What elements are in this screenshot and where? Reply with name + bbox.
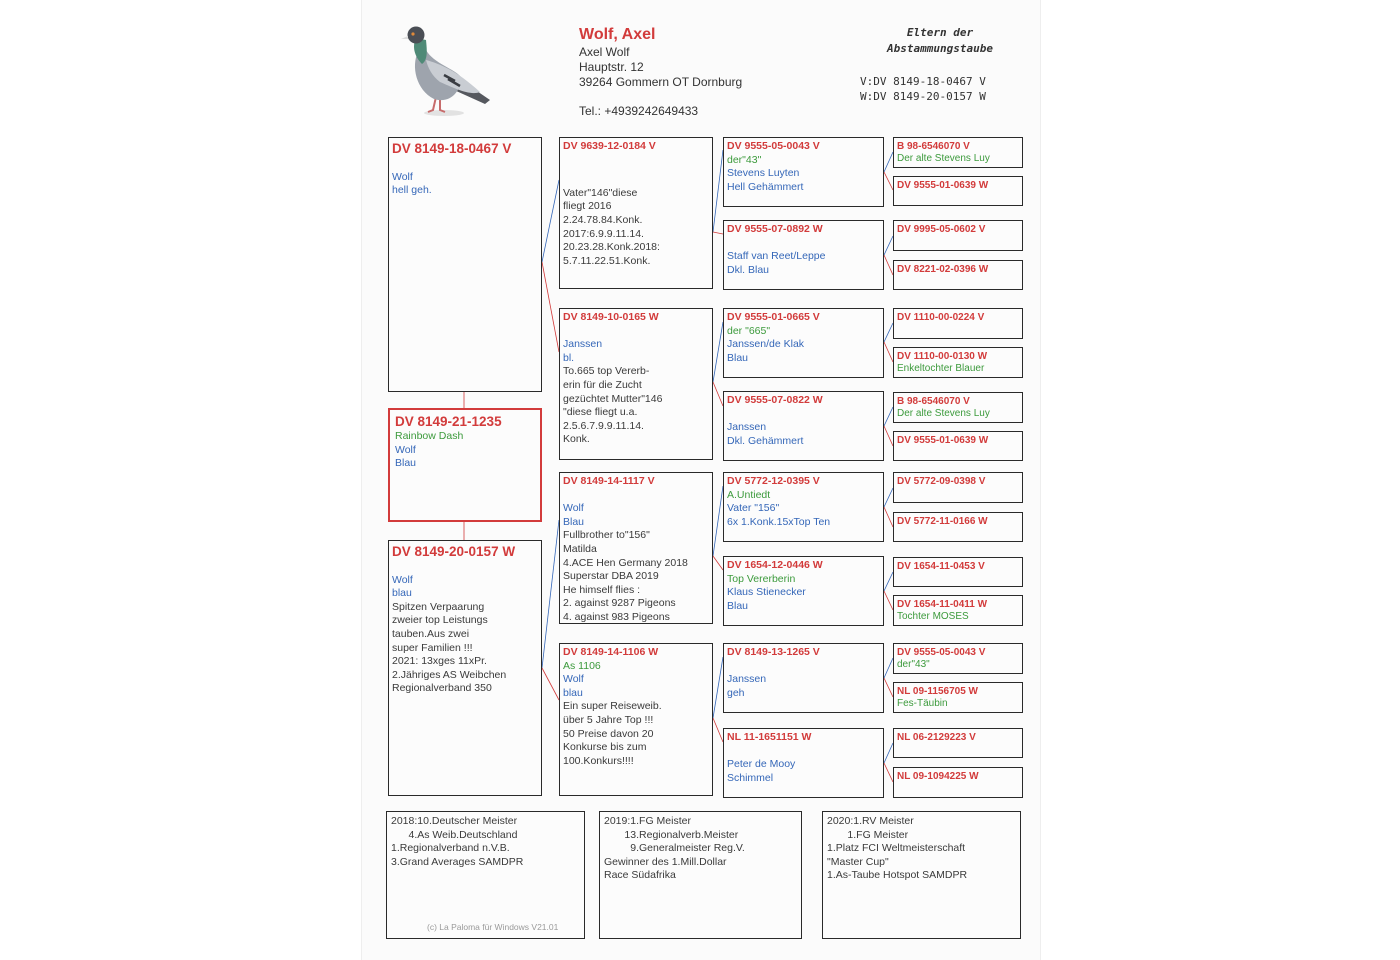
owner-phone: Tel.: +4939242649433 — [579, 104, 699, 118]
pigeon-name: A.Untiedt — [727, 488, 771, 501]
plumage-color: hell geh. — [392, 184, 432, 197]
ancestor-card — [893, 643, 1023, 674]
ancestor-card — [893, 595, 1023, 626]
ring-number: DV 8149-21-1235 — [395, 414, 502, 429]
breeder-name: Janssen — [563, 338, 603, 351]
ring-number: DV 9555-07-0892 W — [727, 223, 823, 235]
ring-number: DV 5772-11-0166 W — [897, 516, 988, 527]
parents-mother-ring: W:DV 8149-20-0157 W — [860, 90, 986, 103]
great-grandparent-card — [723, 308, 884, 378]
parents-father-ring: V:DV 8149-18-0467 V — [860, 75, 986, 88]
subject-pigeon-card — [388, 408, 542, 522]
performance-notes: To.665 top Vererb- erin für die Zucht gezüchtet Mutter"146 "diese fliegt u.a. 2.5.6.7.9.9.11.14. Konk. — [563, 365, 663, 446]
ancestor-card — [893, 220, 1023, 251]
ancestor-card — [893, 767, 1023, 798]
ring-number: DV 5772-12-0395 V — [727, 475, 820, 487]
breeder-name: Wolf — [563, 673, 584, 686]
ancestor-card — [893, 472, 1023, 503]
breeder-name: Janssen — [727, 421, 767, 434]
pigeon-name: Enkeltochter Blauer — [897, 363, 985, 374]
ring-number: DV 5772-09-0398 V — [897, 476, 986, 487]
breeder-name: Klaus Stienecker — [727, 586, 806, 599]
plumage-color: 6x 1.Konk.15xTop Ten — [727, 515, 831, 528]
ancestor-card — [893, 137, 1023, 168]
pigeon-name: der"43" — [897, 659, 930, 670]
pigeon-name: As 1106 — [563, 659, 601, 672]
pigeon-name: Tochter MOSES — [897, 611, 969, 622]
ring-number: NL 06-2129223 V — [897, 732, 976, 743]
achievements-2019: 2019:1.FG Meister 13.Regionalverb.Meister 9.Generalmeister Reg.V. Gewinner des 1.Mill.Dollar Race Südafrika — [599, 811, 802, 939]
ancestor-card — [893, 308, 1023, 339]
plumage-color: Blau — [563, 515, 585, 528]
plumage-color: Blau — [727, 351, 749, 364]
ring-number: DV 8149-13-1265 V — [727, 646, 820, 658]
pigeon-name: Top Vererberin — [727, 572, 796, 585]
pigeon-name: Fes-Täubin — [897, 698, 948, 709]
pigeon-logo — [392, 24, 494, 120]
ancestor-card — [893, 512, 1023, 542]
ancestor-card — [893, 260, 1023, 290]
ancestor-card — [893, 431, 1023, 461]
breeder-name: Wolf — [395, 443, 416, 456]
plumage-color: bl. — [563, 351, 575, 364]
pigeon-name: der"43" — [727, 153, 762, 166]
great-grandparent-card — [723, 472, 884, 542]
owner-city: 39264 Gommern OT Dornburg — [579, 75, 743, 89]
ring-number: NL 09-1094225 W — [897, 771, 979, 782]
ring-number: NL 09-1156705 W — [897, 686, 978, 697]
pigeon-name: der "665" — [727, 324, 771, 337]
ring-number: DV 8149-14-1106 W — [563, 646, 659, 658]
ring-number: DV 9639-12-0184 V — [563, 140, 656, 152]
breeder-name: Staff van Reet/Leppe — [727, 250, 826, 263]
ring-number: NL 11-1651151 W — [727, 731, 812, 743]
plumage-color: Blau — [395, 457, 417, 470]
ancestor-card — [893, 682, 1023, 713]
performance-notes: Vater"146"diese fliegt 2016 2.24.78.84.Konk. 2017:6.9.9.11.14. 20.23.28.Konk.2018: 5.7.11.22.51.Konk. — [563, 186, 660, 267]
breeder-name: Janssen — [727, 673, 767, 686]
ring-number: DV 9555-05-0043 V — [897, 647, 986, 658]
ancestor-card — [893, 176, 1023, 206]
ring-number: DV 8149-20-0157 W — [392, 544, 516, 559]
great-grandparent-card — [723, 556, 884, 626]
performance-notes: Ein super Reiseweib. über 5 Jahre Top !!! 50 Preise davon 20 Konkurse bis zum 100.Konkurs!!!! — [563, 700, 662, 767]
breeder-name: Stevens Luyten — [727, 167, 800, 180]
plumage-color: Blau — [727, 599, 749, 612]
pedigree-sheet — [362, 0, 1040, 960]
breeder-name: Peter de Mooy — [727, 758, 796, 771]
achievements-2020: 2020:1.RV Meister 1.FG Meister 1.Platz FCI Weltmeisterschaft "Master Cup" 1.As-Taube Hotspot SAMDPR — [822, 811, 1021, 939]
breeder-name: Janssen/de Klak — [727, 338, 805, 351]
father-card — [388, 137, 542, 392]
plumage-color: Dkl. Gehämmert — [727, 434, 804, 447]
ring-number: DV 1654-12-0446 W — [727, 559, 823, 571]
ring-number: DV 9555-01-0639 W — [897, 180, 989, 191]
ring-number: DV 1654-11-0453 V — [897, 561, 985, 572]
ring-number: DV 9995-05-0602 V — [897, 224, 986, 235]
ring-number: DV 9555-07-0822 W — [727, 394, 823, 406]
pigeon-name: Rainbow Dash — [395, 430, 464, 442]
grandparent-card — [559, 643, 713, 796]
pigeon-name: Der alte Stevens Luy — [897, 153, 990, 164]
ring-number: DV 8149-14-1117 V — [563, 475, 655, 487]
owner-street: Hauptstr. 12 — [579, 60, 644, 74]
breeder-name: Wolf — [392, 573, 413, 586]
performance-notes: Spitzen Verpaarung zweier top Leistungs tauben.Aus zwei super Familien !!! 2021: 13xges 11xPr. 2.Jähriges AS Weibchen Regionalverband 350 — [392, 600, 507, 695]
ring-number: DV 8149-10-0165 W — [563, 311, 659, 323]
plumage-color: Schimmel — [727, 771, 774, 784]
ring-number: DV 1110-00-0224 V — [897, 312, 985, 323]
ancestor-card — [893, 347, 1023, 378]
plumage-color: Hell Gehämmert — [727, 180, 804, 193]
grandparent-card — [559, 308, 713, 460]
plumage-color: blau — [392, 587, 412, 600]
pigeon-name: Der alte Stevens Luy — [897, 408, 990, 419]
grandparent-card — [559, 472, 713, 624]
ring-number: B 98-6546070 V — [897, 396, 970, 407]
ring-number: DV 9555-05-0043 V — [727, 140, 820, 152]
plumage-color: geh — [727, 686, 745, 699]
parents-title-line-1: Eltern der — [906, 26, 974, 39]
grandparent-card — [559, 137, 713, 289]
software-credit: (c) La Paloma für Windows V21.01 — [427, 922, 559, 932]
ring-number: B 98-6546070 V — [897, 141, 970, 152]
parents-title-line-2: Abstammungstaube — [887, 42, 993, 55]
ancestor-card — [893, 392, 1023, 423]
ancestor-card — [893, 728, 1023, 758]
achievements-2018: 2018:10.Deutscher Meister 4.As Weib.Deutschland 1.Regionalverband n.V.B. 3.Grand Averages SAMDPR — [386, 811, 585, 939]
performance-notes: Fullbrother to"156" Matilda 4.ACE Hen Germany 2018 Superstar DBA 2019 He himself flies : 2. against 9287 Pigeons 4. against 983 Pigeons — [563, 529, 688, 623]
great-grandparent-card — [723, 728, 884, 798]
ring-number: DV 9555-01-0639 W — [897, 435, 989, 446]
breeder-name: Wolf — [392, 170, 413, 183]
owner-name-title: Wolf, Axel — [579, 26, 656, 43]
owner-name: Axel Wolf — [579, 45, 630, 59]
breeder-name: Vater "156" — [727, 502, 780, 515]
ring-number: DV 1654-11-0411 W — [897, 599, 988, 610]
plumage-color: blau — [563, 686, 583, 699]
ring-number: DV 1110-00-0130 W — [897, 351, 988, 362]
plumage-color: Dkl. Blau — [727, 263, 770, 276]
great-grandparent-card — [723, 137, 884, 207]
breeder-name: Wolf — [563, 502, 584, 515]
mother-card — [388, 540, 542, 796]
great-grandparent-card — [723, 391, 884, 461]
great-grandparent-card — [723, 643, 884, 713]
ring-number: DV 9555-01-0665 V — [727, 311, 820, 323]
ancestor-card — [893, 557, 1023, 587]
great-grandparent-card — [723, 220, 884, 290]
ring-number: DV 8149-18-0467 V — [392, 141, 512, 156]
ring-number: DV 8221-02-0396 W — [897, 264, 989, 275]
